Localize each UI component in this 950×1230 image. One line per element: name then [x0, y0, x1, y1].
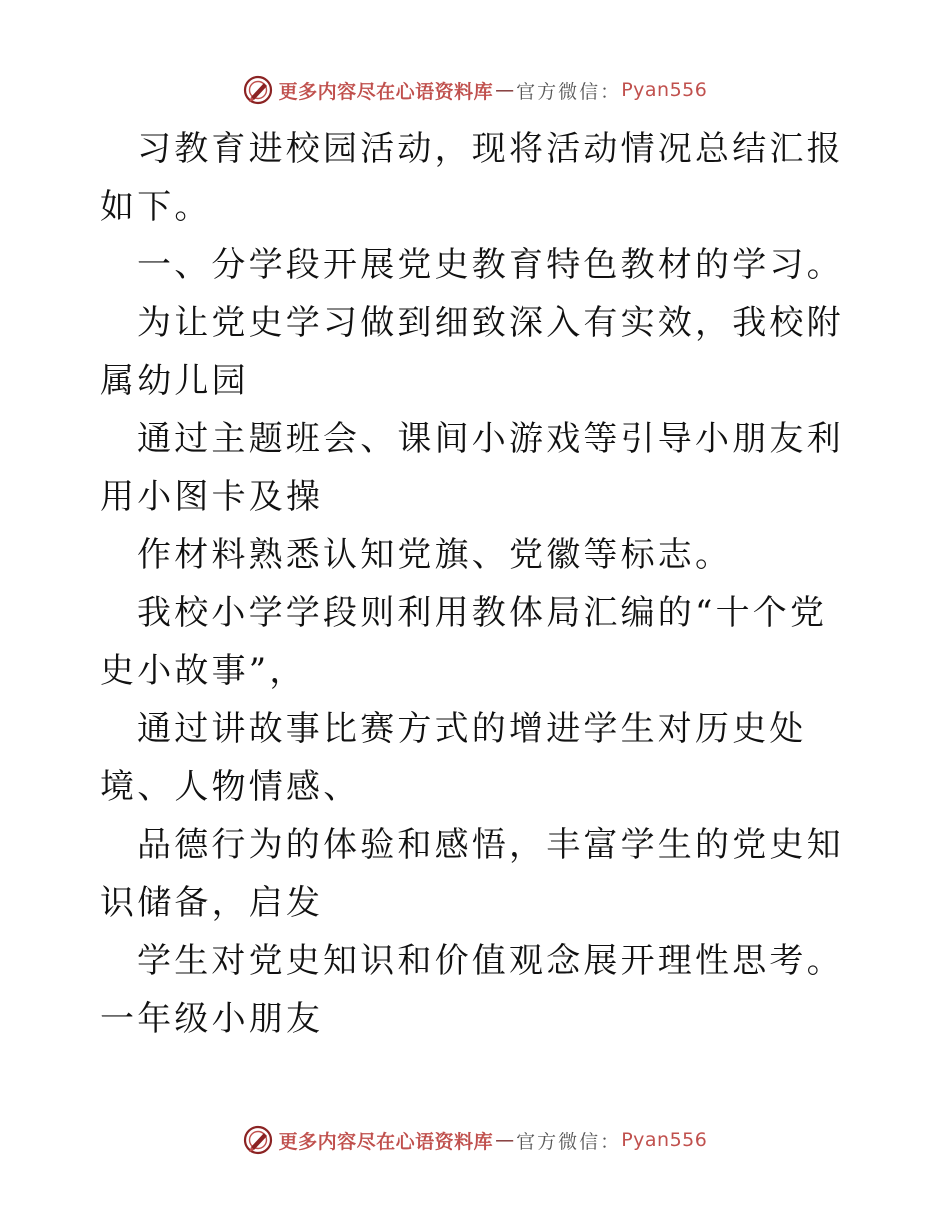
paragraph-4: 通过主题班会、课间小游戏等引导小朋友利用小图卡及操	[100, 419, 844, 517]
watermark-id: Pyan556	[621, 1129, 708, 1151]
paragraph-6: 我校小学学段则利用教体局汇编的“十个党史小故事”，	[100, 593, 828, 691]
header-watermark	[0, 70, 950, 110]
watermark-dash: —	[495, 1129, 515, 1151]
pen-logo-icon	[243, 75, 273, 105]
watermark-dash: —	[495, 79, 515, 101]
paragraph-8: 品德行为的体验和感悟，丰富学生的党史知识储备，启发	[100, 825, 844, 923]
document-body	[100, 120, 860, 1048]
paragraph-5: 作材料熟悉认知党旗、党徽等标志。	[137, 535, 733, 575]
footer-watermark	[0, 1120, 950, 1160]
watermark-label: 官方微信：	[516, 80, 622, 103]
paragraph-2: 一、分学段开展党史教育特色教材的学习。	[137, 245, 844, 285]
paragraph-9: 学生对党史知识和价值观念展开理性思考。一年级小朋友	[100, 941, 844, 1039]
paragraph-7: 通过讲故事比赛方式的增进学生对历史处境、人物情感、	[100, 709, 807, 807]
paragraph-3: 为让党史学习做到细致深入有实效，我校附属幼儿园	[100, 303, 844, 401]
watermark-text: 更多内容尽在心语资料库	[278, 80, 494, 103]
watermark-label: 官方微信：	[516, 1130, 622, 1153]
pen-logo-icon	[243, 1125, 273, 1155]
watermark-text: 更多内容尽在心语资料库	[278, 1130, 494, 1153]
watermark-id: Pyan556	[621, 79, 708, 101]
paragraph-1: 习教育进校园活动，现将活动情况总结汇报如下。	[100, 129, 844, 227]
